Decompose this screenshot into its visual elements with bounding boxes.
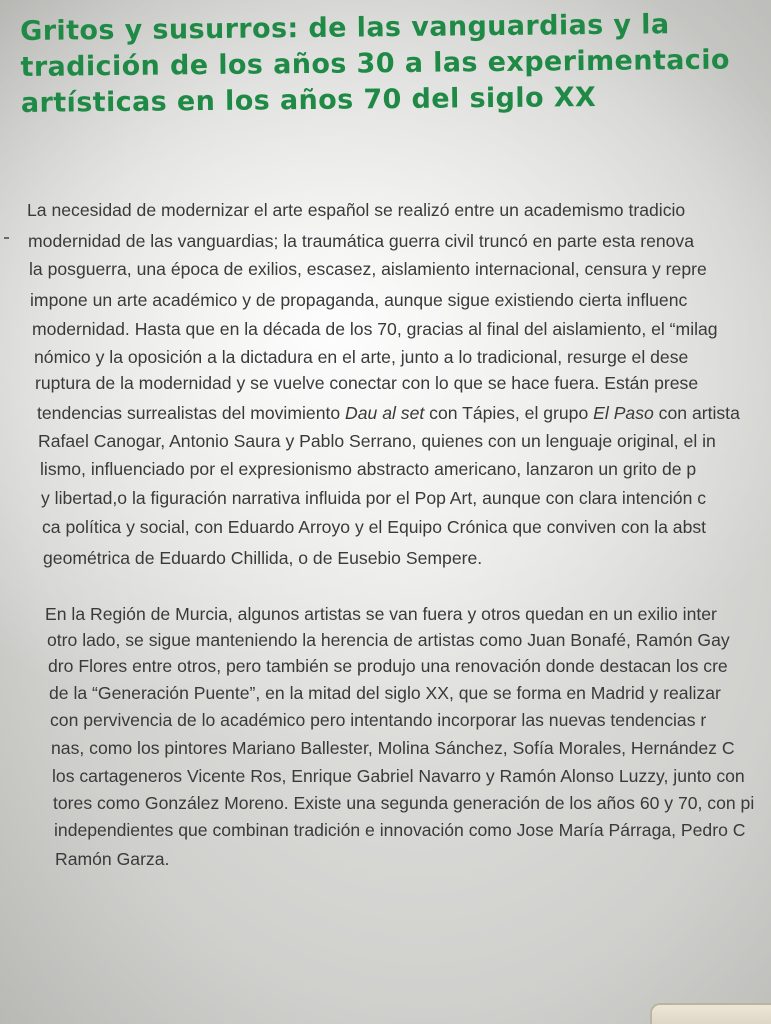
paragraph-1-line: ca política y social, con Eduardo Arroyo y el Equipo Crónica que conviven con la abst bbox=[42, 517, 707, 537]
paragraph-1-line: nómico y la oposición a la dictadura en el arte, junto a lo tradicional, resurge el dese bbox=[34, 347, 689, 367]
title-line-1: Gritos y susurros: de las vanguardias y la bbox=[20, 9, 670, 47]
text-segment: tendencias surrealistas del movimiento bbox=[37, 403, 346, 423]
paragraph-1-line: ruptura de la modernidad y se vuelve conectar con lo que se hace fuera. Están prese bbox=[35, 373, 699, 393]
paragraph-1-line: modernidad. Hasta que en la década de los 70, gracias al final del aislamiento, el “milag bbox=[32, 319, 718, 339]
text-segment: con Tápies, el grupo bbox=[424, 403, 594, 423]
paragraph-2-line: nas, como los pintores Mariano Ballester, Molina Sánchez, Sofía Morales, Hernández C bbox=[51, 738, 735, 758]
paragraph-2-line: Ramón Garza. bbox=[55, 849, 170, 869]
paragraph-1-line: La necesidad de modernizar el arte español se realizó entre un academismo tradicio bbox=[27, 200, 686, 220]
paragraph-2-line: tores como González Moreno. Existe una segunda generación de los años 60 y 70, con pi bbox=[53, 793, 755, 813]
paragraph-1-line: modernidad de las vanguardias; la traumática guerra civil truncó en parte esta renova bbox=[28, 231, 695, 251]
paragraph-2-line: de la “Generación Puente”, en la mitad del siglo XX, que se forma en Madrid y realizar bbox=[49, 683, 721, 703]
title-line-3: artísticas en los años 70 del siglo XX bbox=[20, 81, 597, 119]
paragraph-2-line: independientes que combinan tradición e innovación como Jose María Párraga, Pedro C bbox=[54, 820, 746, 840]
panel-title bbox=[20, 6, 771, 122]
title-line-2: tradición de los años 30 a las experimentacio bbox=[20, 44, 730, 83]
paragraph-2-line: los cartageneros Vicente Ros, Enrique Gabriel Navarro y Ramón Alonso Luzzy, junto con bbox=[52, 766, 745, 786]
paragraph-2-line: con pervivencia de lo académico pero intentando incorporar las nuevas tendencias r bbox=[50, 710, 707, 730]
paragraph-2-line: dro Flores entre otros, pero también se produjo una renovación donde destacan los cre bbox=[48, 656, 728, 676]
paragraph-1-line: Rafael Canogar, Antonio Saura y Pablo Serrano, quienes con un lenguaje original, el in bbox=[38, 431, 716, 451]
wall-mark bbox=[4, 237, 9, 239]
wall-light-switch bbox=[650, 1003, 771, 1024]
paragraph-1-line bbox=[37, 403, 740, 424]
paragraph-1-line: y libertad,o la figuración narrativa influida por el Pop Art, aunque con clara intención c bbox=[41, 488, 707, 508]
paragraph-2-line: otro lado, se sigue manteniendo la herencia de artistas como Juan Bonafé, Ramón Gay bbox=[47, 630, 730, 650]
paragraph-1-line: la posguerra, una época de exilios, escasez, aislamiento internacional, censura y repre bbox=[29, 259, 707, 279]
text-segment: con artista bbox=[653, 403, 740, 423]
paragraph-1-line: impone un arte académico y de propaganda, aunque sigue existiendo cierta influenc bbox=[30, 290, 688, 310]
paragraph-1-line: geométrica de Eduardo Chillida, o de Eusebio Sempere. bbox=[43, 548, 483, 568]
paragraph-1-line: lismo, influenciado por el expresionismo abstracto americano, lanzaron un grito de p bbox=[40, 459, 697, 479]
movement-name: Dau al set bbox=[345, 403, 425, 423]
group-name: El Paso bbox=[593, 403, 654, 423]
paragraph-2-line: En la Región de Murcia, algunos artistas se van fuera y otros quedan en un exilio inter bbox=[45, 604, 717, 624]
